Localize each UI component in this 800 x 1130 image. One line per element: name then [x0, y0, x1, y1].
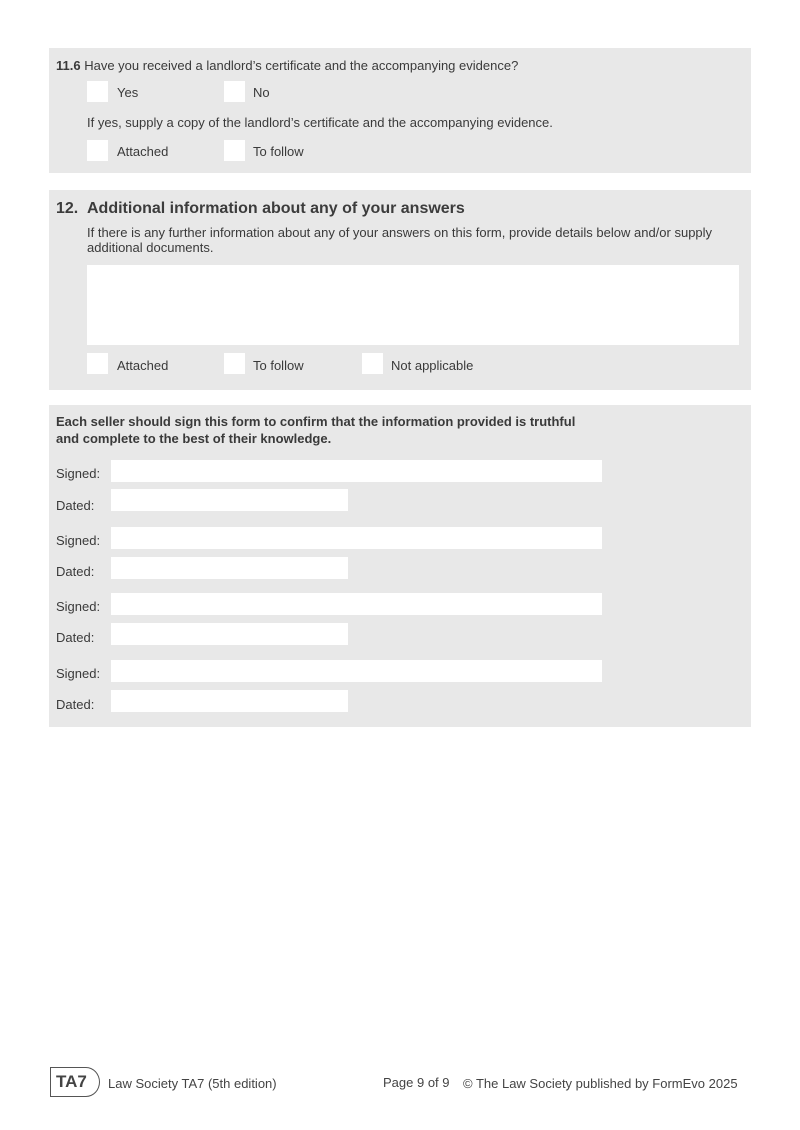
not-applicable-label: Not applicable [391, 358, 474, 373]
dated-label: Dated: [56, 697, 95, 712]
signature-statement-line-1: Each seller should sign this form to confirm that the information provided is truthful [56, 414, 576, 429]
question-number: 11.6 [56, 58, 81, 73]
signed-field-3[interactable] [111, 593, 602, 615]
dated-field-1[interactable] [111, 489, 348, 511]
signed-label: Signed: [56, 599, 101, 614]
yes-label: Yes [117, 85, 139, 100]
question-11-6-panel [49, 48, 751, 173]
form-name: Law Society TA7 (5th edition) [108, 1076, 277, 1091]
dated-field-4[interactable] [111, 690, 348, 712]
dated-field-3[interactable] [111, 623, 348, 645]
page-number: Page 9 of 9 [383, 1075, 450, 1090]
section-12-instruction: If there is any further information about any of your answers on this form, provide details below and/or supply additional documents. [87, 225, 713, 255]
signed-field-2[interactable] [111, 527, 602, 549]
to-follow-checkbox[interactable] [224, 353, 245, 374]
attached-checkbox[interactable] [87, 140, 108, 161]
signed-label: Signed: [56, 466, 101, 481]
attached-label: Attached [117, 144, 169, 159]
section-12-heading [56, 200, 465, 218]
signatures-panel [49, 405, 751, 727]
signature-statement-line-2: and complete to the best of their knowledge. [56, 431, 332, 446]
to-follow-label: To follow [253, 358, 304, 373]
no-checkbox[interactable] [224, 81, 245, 102]
signed-label: Signed: [56, 533, 101, 548]
section-number: 12. [56, 200, 79, 217]
yes-checkbox[interactable] [87, 81, 108, 102]
form-badge: TA7 [50, 1067, 100, 1097]
to-follow-checkbox[interactable] [224, 140, 245, 161]
dated-label: Dated: [56, 564, 95, 579]
question-11-6 [56, 58, 518, 74]
signed-label: Signed: [56, 666, 101, 681]
no-label: No [253, 85, 270, 100]
additional-info-textarea[interactable] [87, 265, 739, 345]
dated-label: Dated: [56, 630, 95, 645]
attached-label: Attached [117, 358, 169, 373]
question-text: Have you received a landlord’s certificate and the accompanying evidence? [84, 58, 519, 73]
signed-field-4[interactable] [111, 660, 602, 682]
to-follow-label: To follow [253, 144, 304, 159]
attached-checkbox[interactable] [87, 353, 108, 374]
signed-field-1[interactable] [111, 460, 602, 482]
section-title: Additional information about any of your answers [87, 200, 465, 217]
section-12-panel [49, 190, 751, 390]
instruction-text: If yes, supply a copy of the landlord’s certificate and the accompanying evidence. [87, 115, 553, 130]
dated-field-2[interactable] [111, 557, 348, 579]
not-applicable-checkbox[interactable] [362, 353, 383, 374]
dated-label: Dated: [56, 498, 95, 513]
copyright-text: © The Law Society published by FormEvo 2025 [463, 1076, 738, 1091]
